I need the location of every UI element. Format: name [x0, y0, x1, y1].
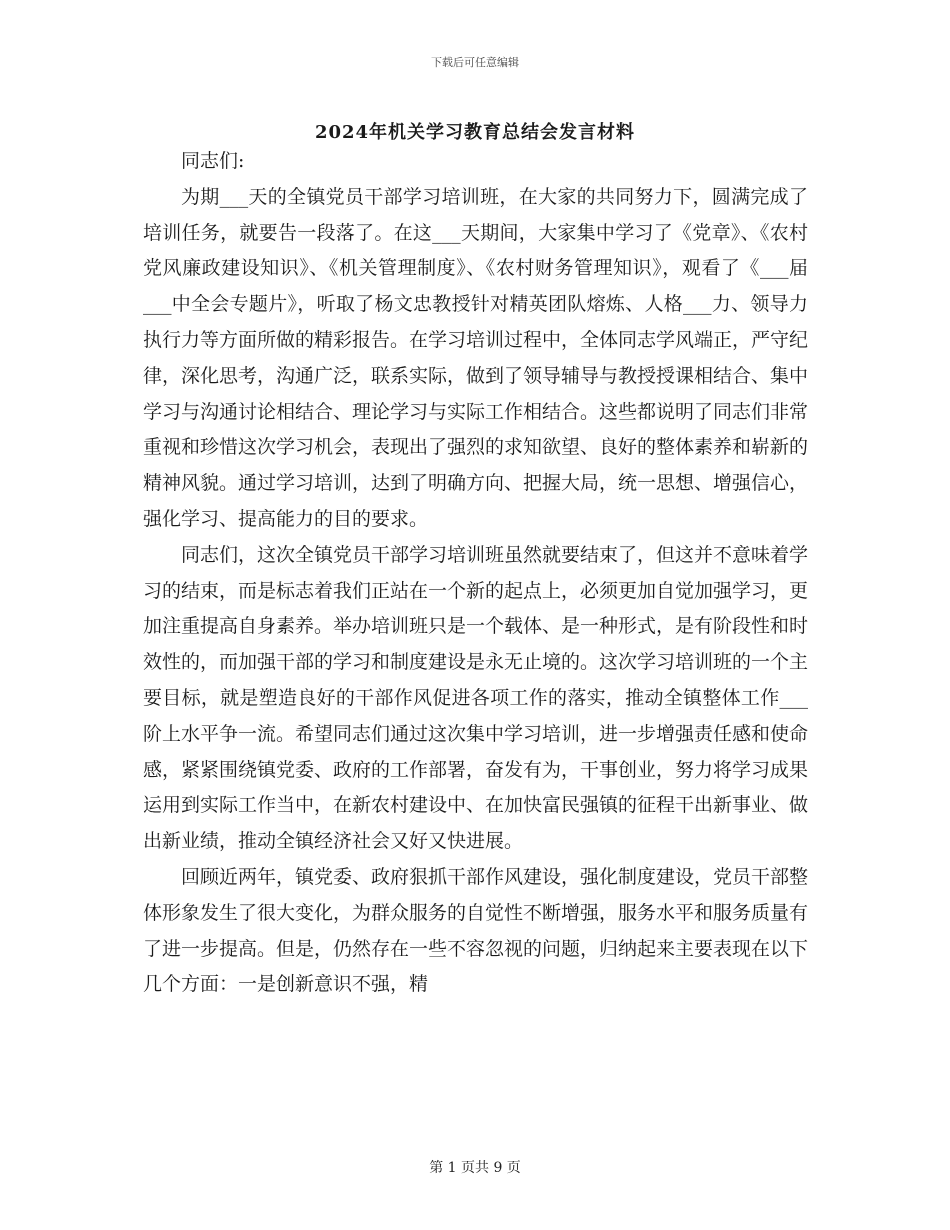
page-number-footer: 第 1 页共 9 页 [429, 1160, 521, 1176]
document-title: 2024年机关学习教育总结会发言材料 [314, 122, 636, 143]
paragraph-1: 为期___天的全镇党员干部学习培训班，在大家的共同努力下，圆满完成了培训任务，就要告一段落了。在这___天期间，大家集中学习了《党章》、《农村党风廉政建设知识》、《机关管理制度》、《农村财务管理知识》，观看了《___届___中全会专题片》，听取了杨文忠教授针对精英团队熔炼、人格___力、领导力执行力等方面所做的精彩报告。在学习培训过程中，全体同志学风端正，严守纪律，深化思考，沟通广泛，联系实际，做到了领导辅导与教授授课相结合、集中学习与沟通讨论相结合、理论学习与实际工作相结合。这些都说明了同志们非常重视和珍惜这次学习机会，表现出了强烈的求知欲望、良好的整体素养和崭新的精神风貌。通过学习培训，达到了明确方向、把握大局，统一思想、增强信心，强化学习、提高能力的目的要求。 [143, 185, 809, 530]
paragraph-3: 回顾近两年，镇党委、政府狠抓干部作风建设，强化制度建设，党员干部整体形象发生了很大变化，为群众服务的自觉性不断增强，服务水平和服务质量有了进一步提高。但是，仍然存在一些不容忽视的问题，归纳起来主要表现在以下几个方面：一是创新意识不强，精 [143, 865, 809, 996]
paragraph-2: 同志们，这次全镇党员干部学习培训班虽然就要结束了，但这并不意味着学习的结束，而是标志着我们正站在一个新的起点上，必须更加自觉加强学习，更加注重提高自身素养。举办培训班只是一个载体、是一种形式，是有阶段性和时效性的，而加强干部的学习和制度建设是永无止境的。这次学习培训班的一个主要目标，就是塑造良好的干部作风促进各项工作的落实，推动全镇整体工作___阶上水平争一流。希望同志们通过这次集中学习培训，进一步增强责任感和使命感，紧紧围绕镇党委、政府的工作部署，奋发有为，干事创业，努力将学习成果运用到实际工作当中，在新农村建设中、在加快富民强镇的征程干出新事业、做出新业绩，推动全镇经济社会又好又快进展。 [143, 543, 809, 853]
salutation: 同志们: [181, 150, 245, 172]
page-header-note: 下载后可任意编辑 [431, 56, 519, 69]
document-body [143, 144, 808, 1003]
